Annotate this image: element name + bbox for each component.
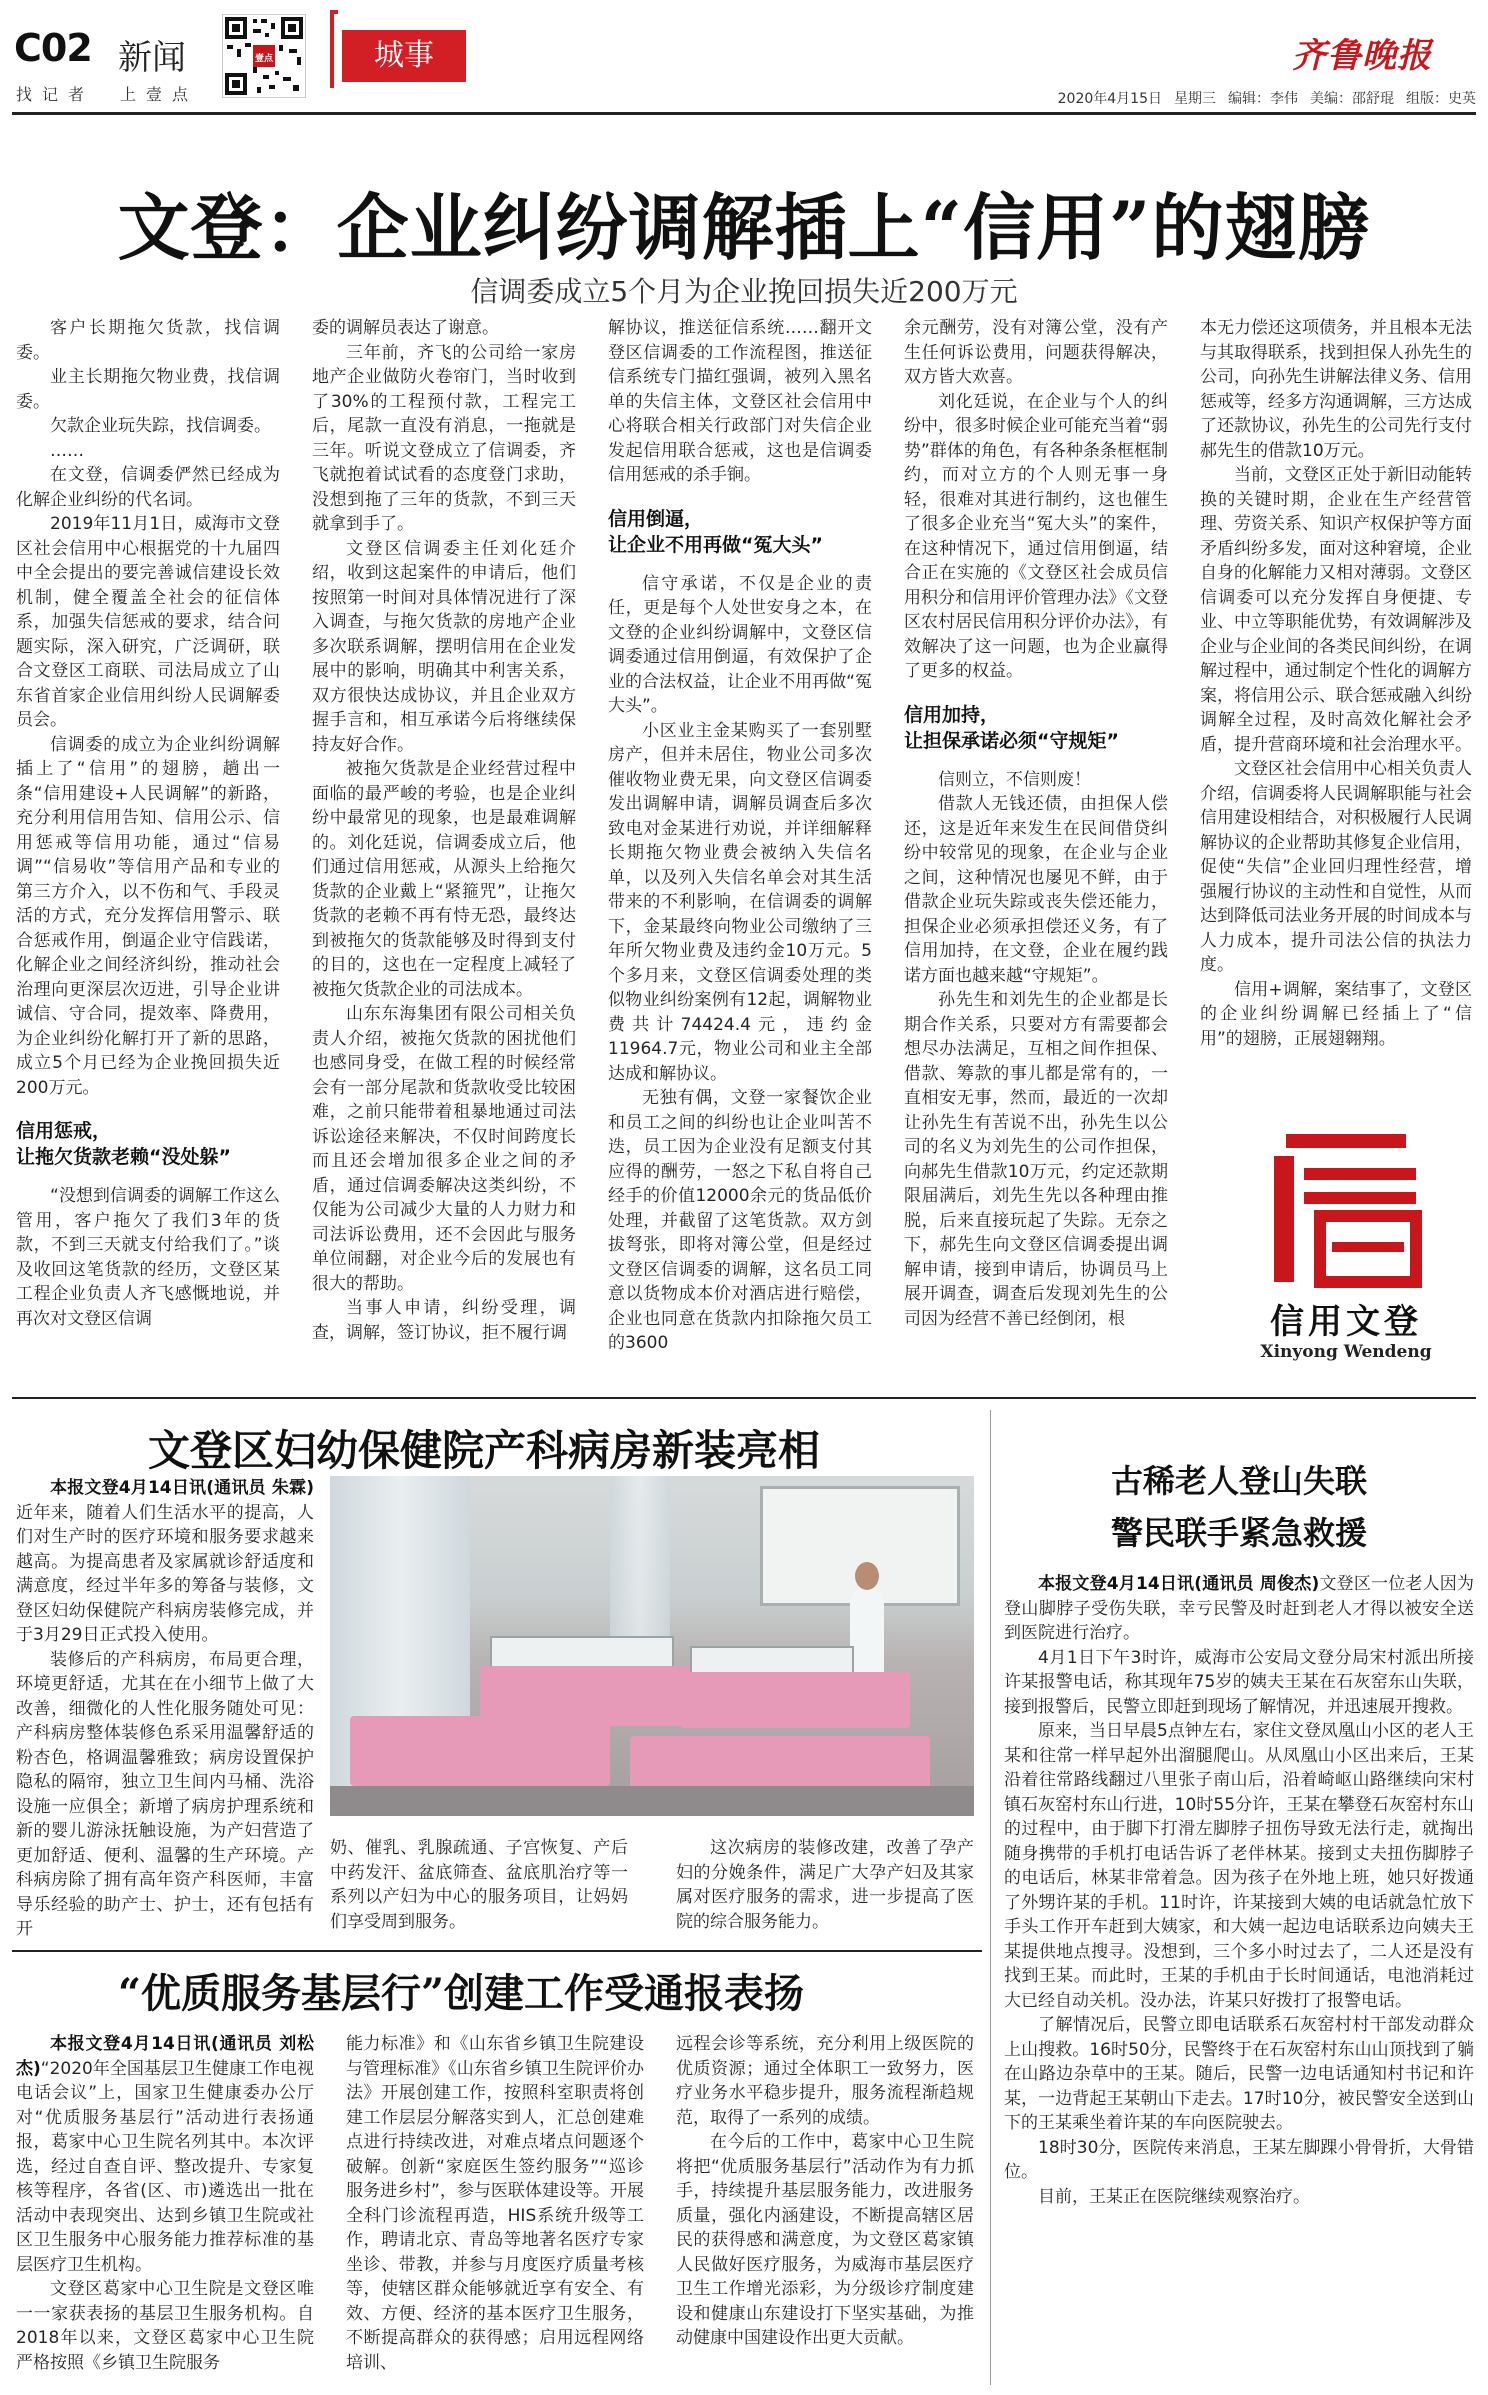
paragraph: 目前，王某正在医院继续观察治疗。 — [1038, 2186, 1310, 2207]
article2-col2 — [330, 1836, 628, 1941]
paragraph: 18时30分，医院传来消息，王某左脚踝小骨骨折，大骨错位。 — [1004, 2137, 1474, 2182]
dateline — [1008, 88, 1476, 108]
paragraph: “没想到信调委的调解工作这么管用，客户拖欠了我们3年的货款，不到三天就支付给我们了。”谈及收回这笔货款的经历，文登区某工程企业负责人齐飞感慨地说，并再次对文登区信调 — [16, 1186, 280, 1329]
article1-subhead-1: 信用惩戒， 让拖欠货款老赖“没处躲” — [16, 1120, 231, 1168]
weekday: 星期三 — [1174, 91, 1216, 107]
article4-lead-para — [1004, 1572, 1474, 1646]
paragraph: …… — [50, 440, 84, 461]
header-rule — [12, 112, 1476, 115]
article2-bottom-rule — [12, 1950, 982, 1952]
article3-col1 — [16, 2032, 314, 2387]
editor: 编辑：李伟 — [1228, 91, 1298, 107]
paragraph: 欠款企业玩失踪，找信调委。 — [50, 416, 271, 436]
article1-col3 — [608, 316, 872, 1391]
xinyong-seal-icon — [1246, 1128, 1446, 1288]
xinyong-wendeng-logo — [1246, 1128, 1446, 1378]
paragraph: 客户长期拖欠货款，找信调委。 — [16, 318, 280, 363]
article1-subhead-2: 信用倒逼， 让企业不用再做“冤大头” — [608, 507, 823, 556]
paragraph: 当事人申请，纠纷受理，调查，调解，签订协议，拒不履行调 — [312, 1298, 576, 1343]
article3-lead-para — [16, 2032, 314, 2277]
date: 2020年4月15日 — [1057, 91, 1162, 107]
article3-p1: “2020年全国基层卫生健康工作电视电话会议”上，国家卫生健康委办公厅对“优质服务基层行”活动进行表扬通报，葛家中心卫生院名列其中。本次评选，经过自查自评、整改提升、专家复核等程序，各省(区、市)遴选出一批在活动中表现突出、达到乡镇卫生院或社区卫生服务中心服务能力推荐标准的基层医疗卫生机构。 — [16, 2058, 314, 2275]
paragraph: 业主长期拖欠物业费，找信调委。 — [16, 367, 280, 412]
page-number: C02 — [14, 26, 92, 70]
slogan-left: 找记者 — [16, 85, 95, 104]
article3-p2: 文登区葛家中心卫生院是文登区唯一一家获表扬的基层卫生服务机构。自2018年以来，文登区葛家中心卫生院严格按照《乡镇卫生院服务 — [16, 2279, 314, 2373]
logo-en — [1246, 1342, 1446, 1362]
paragraph: 当前，文登区正处于新旧动能转换的关键时期，企业在生产经营管理、劳资关系、知识产权保护等方面矛盾纠纷多发，面对这种窘境，企业自身的化解能力又相对薄弱。文登区信调委可以充分发挥自身便捷、专业、中立等职能优势，有效调解涉及企业与企业间的各类民间纠纷，在调解过程中，通过制定个性化的调解方案，将信用公示、联合惩戒融入纠纷调解全过程，及时高效化解社会矛盾，提升营商环境和社会治理水平。 — [1200, 465, 1472, 755]
article3-col3-p1: 远程会诊等系统，充分利用上级医院的优质资源；通过全体职工一致努力，医疗业务水平稳步提升，服务流程渐趋规范，取得了一系列的成绩。 — [676, 2034, 974, 2128]
article2-title: 文登区妇幼保健院产科病房新装亮相 — [148, 1426, 821, 1475]
paragraph: 三年前，齐飞的公司给一家房地产企业做防火卷帘门，当时收到了30%的工程预付款，工程完工后，尾款一直没有消息，一拖就是三年。听说文登成立了信调委，齐飞就抱着试试看的态度登门求助，没想到拖了三年的货款，不到三天就拿到手了。 — [312, 342, 576, 534]
article2-col2-p: 奶、催乳、乳腺疏通、子宫恢复、产后中药发汗、盆底筛查、盆底肌治疗等一系列以产妇为中心的服务项目，让妈妈们享受周到服务。 — [330, 1838, 628, 1932]
paragraph: 在文登，信调委俨然已经成为化解企业纠纷的代名词。 — [16, 465, 280, 510]
article1-col2 — [312, 316, 576, 1391]
article3-col3 — [676, 2032, 974, 2387]
paragraph: 余元酬劳，没有对簿公堂，没有产生任何诉讼费用，问题获得解决，双方皆大欢喜。 — [904, 318, 1168, 387]
article3-title: “优质服务基层行”创建工作受通报表扬 — [118, 1970, 805, 2017]
paragraph: 了解情况后，民警立即电话联系石灰窑村村干部发动群众上山搜救。16时50分，民警终于在石灰窑村东山山顶找到了躺在山路边杂草中的王某。随后，民警一边电话通知村书记和许某，一边背起王某朝山下走去。17时10分，被民警安全送到山下的王某乘坐着许某的车向医院驶去。 — [1004, 2015, 1474, 2133]
article1-col5-paras — [1200, 316, 1472, 1051]
channel-name: 城事 — [374, 38, 434, 73]
article3-col2-p: 能力标准》和《山东省乡镇卫生院建设与管理标准》《山东省乡镇卫生院评价办法》开展创建工作，按照科室职责将创建工作层层分解落实到人，汇总创建难点进行持续改进，对难点堵点问题逐个破解。创新“家庭医生签约服务”“巡诊服务进乡村”，参与医联体建设等。开展全科门诊流程再造，HIS系统升级等工作，聘请北京、青岛等地著名医疗专家坐诊、带教，并参与月度医疗质量考核等，使辖区群众能够就近享有安全、有效、方便、经济的基本医疗卫生服务，不断提高群众的获得感；启用远程网络培训、 — [346, 2034, 644, 2373]
article4-lead: 本报文登4月14日讯(通讯员 周俊杰) — [1038, 1574, 1320, 1594]
article2-lead: 本报文登4月14日讯(通讯员 朱霖) — [50, 1478, 314, 1498]
paragraph: 刘化廷说，在企业与个人的纠纷中，很多时候企业可能充当着“弱势”群体的角色，有各种条条框框制约，而对立方的个人则无事一身轻，很难对其进行制约，这也催生了很多企业充当“冤大头”的案件，在这种情况下，通过信用倒逼，结合正在实施的《文登区社会成员信用积分和信用评价管理办法》《文登区农村居民信用积分评价办法》，有效解决了这一问题，也为企业赢得了更多的权益。 — [904, 391, 1168, 681]
article4-title-line2: 警民联手紧急救援 — [1110, 1514, 1367, 1552]
paragraph: 信则立，不信则废！ — [938, 769, 1091, 790]
paragraph: 原来，当日早晨5点钟左右，家住文登凤凰山小区的老人王某和往常一样早起外出溜腿爬山。从凤凰山小区出来后，王某沿着往常路线翻过八里张子南山后，沿着崎岖山路继续向宋村镇石灰窑村东山行进，10时55分许，王某在攀登石灰窑村东山的过程中，由于脚下打滑左脚脖子扭伤导致无法行走，就掏出随身携带的手机打电话告诉了老伴林某。接到丈夫扭伤脚脖子的电话后，林某非常着急。因为孩子在外地上班，她只好拨通了外甥许某的手机。11时许，许某接到大姨的电话就急忙放下手头工作开车赶到大姨家，和大姨一起边电话联系边向姨夫王某提供地点搜寻。没想到，三个多小时过去了，二人还是没有找到王某。而此时，王某的手机由于长时间通话，电池消耗过大已经自动关机。没办法，许某只好拨打了报警电话。 — [1004, 1721, 1474, 2011]
article4-paras — [1004, 1646, 1474, 2210]
proofreader: 组版：史英 — [1406, 91, 1476, 107]
article1-col5 — [1200, 316, 1472, 1116]
logo-en-2: Wendeng — [1343, 1342, 1432, 1362]
paragraph: 借款人无钱还债，由担保人偿还，这是近年来发生在民间借贷纠纷中较常见的现象，在企业与企业之间，这种情况也屡见不鲜，由于借款企业玩失踪或丧失偿还能力，担保企业必须承担偿还义务，有了信用加持，在文登，企业在履约践诺方面也越来越“守规矩”。 — [904, 794, 1168, 986]
bed-sheet — [680, 1672, 910, 1728]
article2-p2: 装修后的产科病房，布局更合理，环境更舒适，尤其在在小细节上做了大改善，细微化的人性化服务随处可见：产科病房整体装修色系采用温馨舒适的粉杏色，格调温馨雅致；病房设置保护隐私的隔帘，独立卫生间内马桶、洗浴设施一应俱全；新增了病房护理系统和新的婴儿游泳抚触设施，为产妇营造了更加舒适、便利、温馨的生产环境。产科病房除了拥有高年资产科医师，丰富导乐经验的助产士、护士，还有包括有开 — [16, 1649, 314, 1939]
article1-title: 文登：企业纠纷调解插上“信用”的翅膀 — [117, 185, 1371, 270]
paragraph: 文登区社会信用中心相关负责人介绍，信调委将人民调解职能与社会信用建设相结合，对积极履行人民调解协议的企业帮助其修复企业信用，促使“失信”企业回归理性经营，增强履行协议的主动性和自觉性，从而达到降低司法业务开展的时间成本与人力成本，提升司法公信的执法力度。 — [1200, 759, 1472, 975]
article4-body — [1004, 1572, 1474, 2392]
paragraph: 山东东海集团有限公司相关负责人介绍，被拖欠货款的困扰他们也感同身受，在做工程的时候经常会有一部分尾款和货款收受比较困难，之前只能带着租暴地通过司法诉讼途径来解决，不仅时间跨度长而且还会增加很多企业之间的矛盾，通过信调委解决这类纠纷，不仅能为公司减少大量的人力财力和司法诉讼费用，还不会因此与服务单位闹翻，对企业今后的发展也有很大的帮助。 — [312, 1004, 576, 1294]
nurse — [850, 1586, 884, 1686]
article1-col4-paras — [904, 316, 1168, 684]
slogan-right: 上壹点 — [120, 85, 199, 104]
nurse-head — [855, 1562, 879, 1590]
article1-col4 — [904, 316, 1168, 1391]
article4-title-line1: 古稀老人登山失联 — [1110, 1462, 1367, 1500]
article4-p1: 文登区一位老人因为登山脚脖子受伤失联，幸亏民警及时赶到老人才得以被安全送到医院进行治疗。 — [1004, 1574, 1474, 1643]
paragraph: 被拖欠货款是企业经营过程中面临的最严峻的考验，也是企业纠纷中最常见的现象，也是最难调解的。刘化廷说，信调委成立后，他们通过信用惩戒，从源头上给拖欠货款的企业戴上“紧箍咒”，让拖欠货款的老赖不再有恃无恐，最终达到被拖欠的货款能够及时得到支付的目的，这也在一定程度上减轻了被拖欠货款企业的司法成本。 — [312, 759, 576, 1000]
article2-col3 — [676, 1836, 974, 1941]
qr-code-icon — [222, 14, 306, 98]
designer: 美编：邵舒琨 — [1310, 91, 1394, 107]
paragraph: 信守承诺，不仅是企业的责任，更是每个人处世安身之本，在文登的企业纠纷调解中，文登区信调委通过信用倒逼，有效保护了企业的合法权益，让企业不用再做“冤大头”。 — [608, 573, 872, 716]
floor — [330, 1786, 974, 1816]
article1-col4b-paras — [904, 768, 1168, 1332]
channel-tag — [342, 30, 466, 82]
article2-col3-p: 这次病房的装修改建，改善了孕产妇的分娩条件，满足广大孕产妇及其家属对医疗服务的需求，进一步提高了医院的综合服务能力。 — [676, 1838, 974, 1932]
article2-col1 — [16, 1476, 314, 1941]
bed-sheet — [350, 1716, 610, 1786]
article2-lead-para — [16, 1476, 314, 1648]
logo-cn: 信用文登 — [1270, 1302, 1422, 1342]
paragraph: 文登区信调委主任刘化廷介绍，收到这起案件的申请后，他们按照第一时间对具体情况进行了深入调查，与拖欠货款的房地产企业多次联系调解，摆明信用在企业发展中的影响，明确其中利害关系，双方很快达成协议，并且企业双方握手言和，相互承诺今后将继续保持友好合作。 — [312, 538, 576, 755]
masthead-logo: 齐鲁晚报 — [1292, 36, 1432, 76]
article1-subhead-3: 信用加持， 让担保承诺必须“守规矩” — [904, 703, 1119, 752]
paragraph: 4月1日下午3时许，威海市公安局文登分局宋村派出所接许某报警电话，称其现年75岁的姨夫王某在石灰窑东山失联，接到报警后，民警立即赶到现场了解情况，并迅速展开搜救。 — [1004, 1647, 1474, 1717]
paragraph: 委的调解员表达了谢意。 — [312, 318, 499, 338]
qr-label: 壹点 — [254, 54, 273, 64]
article1-col1 — [16, 316, 280, 1391]
paragraph: 2019年11月1日，威海市文登区社会信用中心根据党的十九届四中全会提出的要完善诚信建设长效机制，健全覆盖全社会的征信体系，加强失信惩戒的要求，结合问题实际，深入研究，广泛调研，联合文登区工商联、司法局成立了山东省首家企业信用纠纷人民调解委员会。 — [16, 514, 280, 730]
article2-p1: 近年来，随着人们生活水平的提高，人们对生产时的医疗环境和服务要求越来越高。为提高患者及家属就诊舒适度和满意度，经过半年多的筹备与装修，文登区妇幼保健院产科病房装修完成，并于3月29日正式投入使用。 — [16, 1502, 314, 1645]
article1-col1b-paras — [16, 1184, 280, 1331]
paragraph: 解协议，推送征信系统……翻开文登区信调委的工作流程图，推送征信系统专门描红强调，被列入黑名单的失信主体，文登区社会信用中心将联合相关行政部门对失信企业发起信用联合惩戒，这也是信调委信用惩戒的杀手锏。 — [608, 318, 872, 485]
article1-col3-paras — [608, 316, 872, 488]
maternity-ward-photo — [330, 1476, 974, 1816]
article3-col3-p2: 在今后的工作中，葛家中心卫生院将把“优质服务基层行”活动作为有力抓手，持续提升基层服务能力，改进服务质量，强化内涵建设，不断提高辖区居民的获得感和满意度，为文登区葛家镇人民做好医疗服务，为威海市基层医疗卫生工作增光添彩，为分级诊疗制度建设和健康山东建设打下坚实基础，为推动健康中国建设作出更大贡献。 — [676, 2132, 974, 2348]
section-name: 新闻 — [118, 38, 186, 78]
paragraph: 小区业主金某购买了一套别墅房产，但并未居住，物业公司多次催收物业费无果，向文登区信调委发出调解申请，调解员调查后多次致电对金某进行劝说，并详细解释长期拖欠物业费会被纳入失信名单，以及列入失信名单会对其生活带来的不利影响，在信调委的调解下，金某最终向物业公司缴纳了三年所欠物业费及违约金10万元。5个多月来，文登区信调委处理的类似物业纠纷案例有12起，调解物业费共计74424.4元，违约金11964.7元，物业公司和业主全部达成和解协议。 — [608, 720, 872, 1084]
article1-col2-paras — [312, 316, 576, 1345]
paragraph: 无独有偶，文登一家餐饮企业和员工之间的纠纷也让企业叫苦不迭，员工因为企业没有足额支付其应得的酬劳，一怒之下私自将自己经手的价值12000余元的货品低价处理，并截留了这笔货款。双方剑拔弩张，即将对簿公堂，但是经过文登区信调委的调解，这名员工同意以货物成本价对酒店进行赔偿，企业也同意在货款内扣除拖欠员工的3600 — [608, 1088, 872, 1353]
article1-col3b-paras — [608, 572, 872, 1356]
paragraph: 本无力偿还这项债务，并且根本无法与其取得联系，找到担保人孙先生的公司，向孙先生讲解法律义务、信用惩戒等，经多方沟通调解，三方达成了还款协议，孙先生的公司先行支付郝先生的借款10万元。 — [1200, 318, 1472, 461]
channel-bracket-icon — [330, 10, 338, 88]
article1-subtitle: 信调委成立5个月为企业挽回损失近200万元 — [470, 275, 1018, 308]
article1-col1-paras — [16, 316, 280, 1100]
article1-bottom-rule — [12, 1397, 1476, 1399]
paragraph: 孙先生和刘先生的企业都是长期合作关系，只要对方有需要都会想尽办法满足，互相之间作担保、借款、筹款的事儿都是常有的，一直相安无事，然而，最近的一次却让孙先生有苦说不出，孙先生以公司的名义为刘先生的公司作担保，向郝先生借款10万元，约定还款期限届满后，刘先生先以各种理由推脱，后来直接玩起了失踪。无奈之下，郝先生向文登区信调委提出调解申请，接到申请后，协调员马上展开调查，调查后发现刘先生的公司因为经营不善已经倒闭，根 — [904, 990, 1168, 1329]
paragraph: 信调委的成立为企业纠纷调解插上了“信用”的翅膀，趟出一条“信用建设+人民调解”的新路，充分利用信用告知、信用公示、信用惩戒等信用功能，通过“信易调”“信易收”等信用产品和专业的第三方介入，以不伤和气、手段灵活的方式，充分发挥信用警示、联合惩戒作用，倒逼企业守信践诺，化解企业之间经济纠纷，推动社会治理向更深层次迈进，引导企业讲诚信、守合同，提效率、降费用，为企业纠纷化解打开了新的思路，成立5个月已经为企业挽回损失近200万元。 — [16, 734, 280, 1098]
paragraph: 信用+调解，案结事了，文登区的企业纠纷调解已经插上了“信用”的翅膀，正展翅翱翔。 — [1200, 979, 1472, 1049]
article3-col2 — [346, 2032, 644, 2387]
logo-en-1: Xinyong — [1260, 1342, 1338, 1362]
sidebar-divider — [990, 1410, 991, 2385]
article3-lead: 本报文登4月14日讯(通讯员 刘松杰) — [16, 2034, 314, 2079]
